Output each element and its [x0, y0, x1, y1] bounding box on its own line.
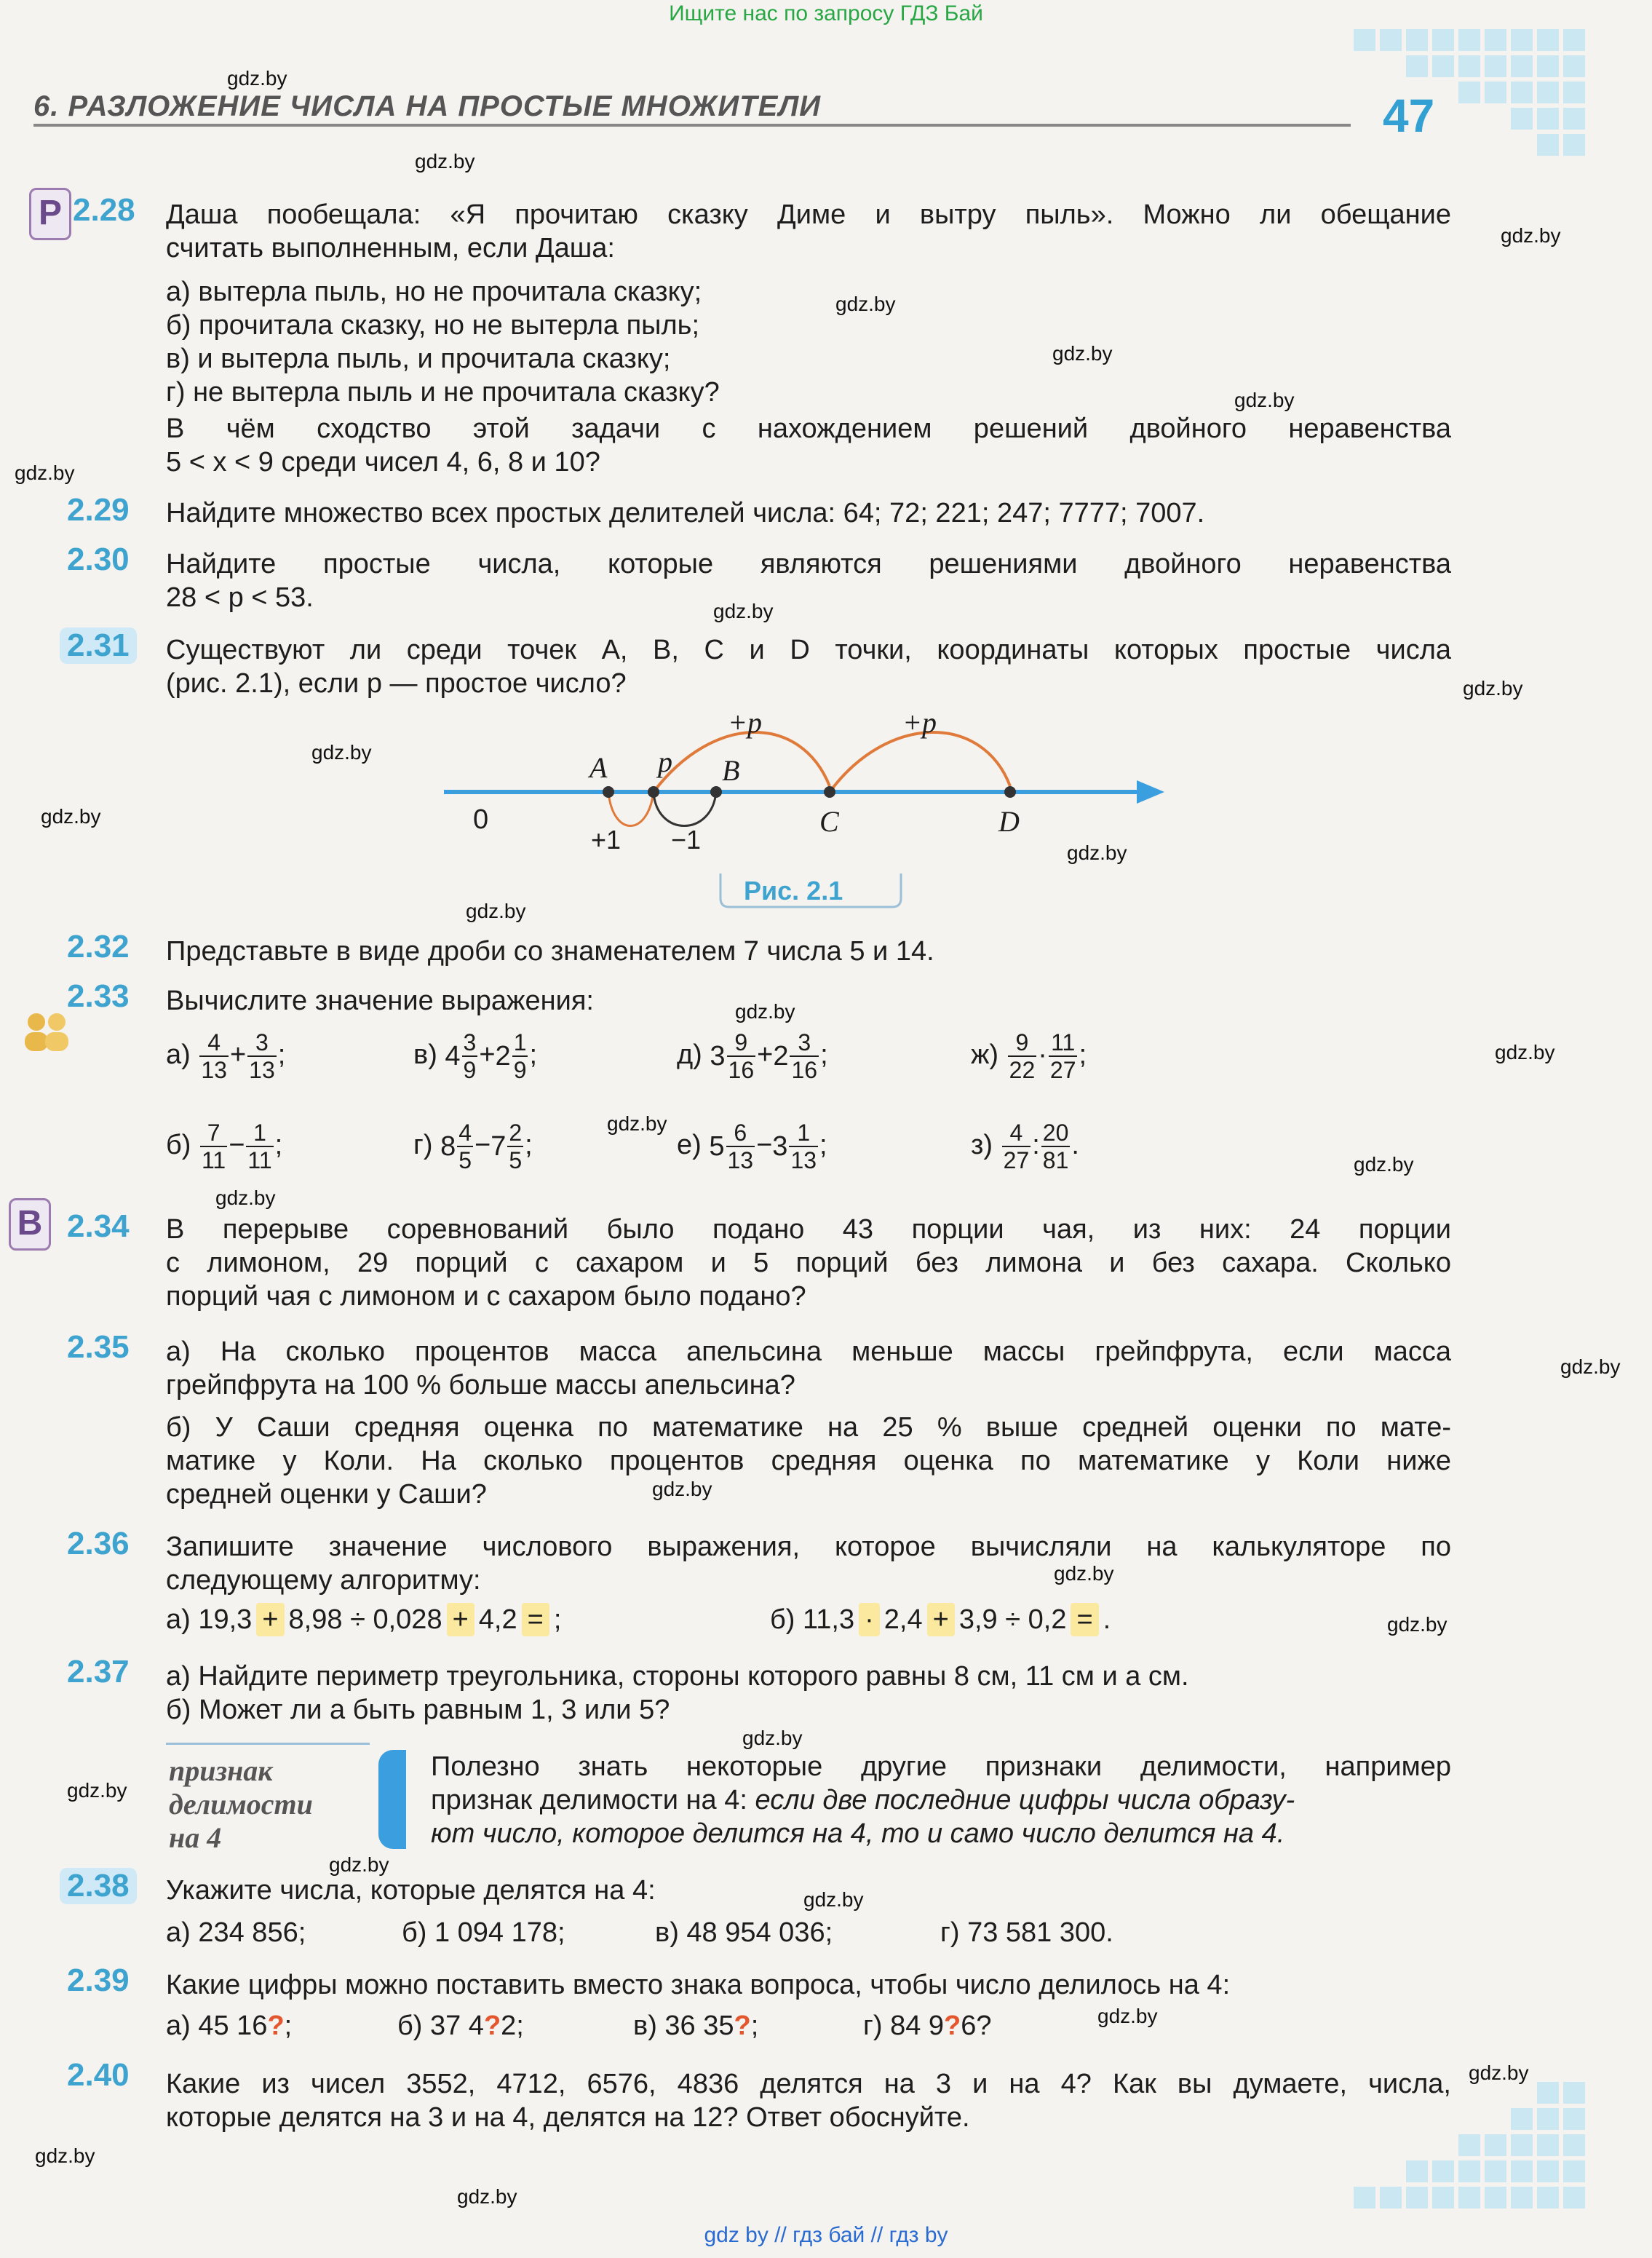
label-plus-p-1: +p — [728, 706, 762, 739]
p-marker-icon: Р — [29, 188, 71, 240]
watermark: gdz.by — [466, 900, 526, 922]
figure-caption: Рис. 2.1 — [744, 876, 843, 906]
expr-e: е) 5 $\frac{6}{13}$ −3 $\frac{1}{13}$ ; — [677, 1120, 827, 1173]
point-d — [1004, 786, 1016, 798]
watermark: gdz.by — [35, 2144, 95, 2167]
watermark: gdz.by — [1054, 1562, 1114, 1585]
option-g: г) не вытерла пыль и не прочитала сказку? — [166, 377, 720, 408]
problem-number: 2.28 — [73, 192, 135, 228]
expr-zh: ж) $\frac{9}{22}$ · $\frac{11}{27}$ ; — [971, 1029, 1087, 1083]
calc-key: · — [859, 1603, 880, 1636]
problem-number: 2.29 — [67, 492, 130, 528]
problem-text: порций чая с лимоном и с сахаром было подано? — [166, 1281, 806, 1312]
watermark: gdz.by — [713, 600, 774, 622]
expr-a: а) $\frac{4}{13}$ + $\frac{3}{13}$ ; — [166, 1029, 286, 1083]
note-divider — [166, 1743, 370, 1745]
pair-work-icon — [20, 1010, 74, 1054]
v-marker-icon: В — [9, 1198, 51, 1251]
problem-text: которые делятся на 3 и на 4, делятся на 12? Ответ обоснуйте. — [166, 2102, 970, 2133]
label-plus-p-2: +p — [902, 706, 937, 739]
option-a: а) вытерла пыль, но не прочитала сказку; — [166, 277, 702, 307]
watermark: gdz.by — [835, 293, 896, 315]
watermark: gdz.by — [1469, 2061, 1529, 2084]
problem-text: следующему алгоритму: — [166, 1565, 481, 1596]
point-c — [824, 786, 835, 798]
problem-number: 2.33 — [67, 978, 130, 1014]
problem-text: грейпфрута на 100 % больше массы апельсина? — [166, 1370, 795, 1401]
watermark: gdz.by — [67, 1779, 127, 1802]
watermark: gdz.by — [735, 1000, 795, 1023]
watermark: gdz.by — [1560, 1355, 1621, 1378]
label-c: C — [819, 805, 839, 838]
problem-text: В перерыве соревнований было подано 43 порции чая, из них: 24 порции — [166, 1214, 1451, 1245]
calc-key: + — [256, 1603, 284, 1636]
label-b: B — [722, 754, 740, 787]
number-line-figure — [422, 699, 1194, 917]
chapter-underline — [33, 124, 1351, 127]
watermark: gdz.by — [1052, 342, 1113, 365]
watermark: gdz.by — [742, 1727, 803, 1749]
watermark: gdz.by — [1097, 2005, 1158, 2027]
problem-text: матике у Коли. На сколько процентов средняя оценка по математике у Коли ниже — [166, 1446, 1451, 1476]
expr-b: б) $\frac{7}{11}$ − $\frac{1}{11}$ ; — [166, 1120, 283, 1173]
problem-number: 2.39 — [67, 1962, 130, 1998]
calc-key: = — [1071, 1603, 1098, 1636]
note-bracket — [378, 1750, 406, 1849]
point-a — [603, 786, 614, 798]
corner-grid-decoration-bottom — [1354, 2082, 1616, 2220]
watermark: gdz.by — [15, 461, 75, 484]
problem-text: Представьте в виде дроби со знаменателем 7 числа 5 и 14. — [166, 936, 934, 967]
expr-g: г) 8 $\frac{4}{5}$ −7 $\frac{2}{5}$ ; — [413, 1120, 533, 1173]
problem-text: Существуют ли среди точек A, B, C и D точки, координаты которых простые числа — [166, 635, 1451, 665]
label-a: A — [589, 751, 608, 784]
expr-v: в) 4 $\frac{3}{9}$ +2 $\frac{1}{9}$ ; — [413, 1029, 538, 1083]
note-text: Полезно знать некоторые другие признаки делимости, например — [431, 1751, 1451, 1782]
problem-text: (рис. 2.1), если p — простое число? — [166, 668, 627, 699]
option-b: б) 37 4?2; — [397, 2011, 524, 2041]
problem-number: 2.31 — [60, 627, 137, 664]
watermark: gdz.by — [1354, 1153, 1414, 1176]
watermark: gdz.by — [1495, 1041, 1555, 1063]
watermark: gdz.by — [1501, 224, 1561, 247]
problem-number: 2.38 — [60, 1868, 137, 1904]
watermark: gdz.by — [329, 1853, 389, 1876]
note-text: признак делимости на 4: если две последние цифры числа образу- — [431, 1785, 1295, 1815]
watermark: gdz.by — [415, 150, 475, 173]
expr-d: д) 3 $\frac{9}{16}$ +2 $\frac{3}{16}$ ; — [677, 1029, 828, 1083]
label-minus-1: −1 — [671, 825, 702, 855]
option-a: а) 45 16?; — [166, 2011, 293, 2041]
watermark: gdz.by — [227, 67, 287, 90]
option-b: б) 1 094 178; — [402, 1917, 565, 1948]
point-p — [648, 786, 659, 798]
watermark: gdz.by — [607, 1112, 667, 1135]
option-v: в) 48 954 036; — [655, 1917, 833, 1948]
arc-minus-1 — [654, 792, 716, 826]
option-g: г) 84 9?6? — [863, 2011, 992, 2041]
top-banner[interactable]: Ищите нас по запросу ГДЗ Бай — [669, 1, 983, 25]
point-b — [710, 786, 722, 798]
watermark: gdz.by — [41, 805, 101, 828]
watermark: gdz.by — [311, 741, 372, 764]
problem-text: Вычислите значение выражения: — [166, 986, 594, 1016]
problem-text: Какие из чисел 3552, 4712, 6576, 4836 делятся на 3 и на 4? Как вы думаете, числа, — [166, 2069, 1451, 2099]
watermark: gdz.by — [1387, 1613, 1448, 1636]
label-d: D — [998, 805, 1020, 838]
arc-plus-p-1 — [654, 732, 830, 792]
page-number: 47 — [1383, 90, 1435, 142]
problem-number: 2.34 — [67, 1208, 130, 1244]
problem-text: 28 < p < 53. — [166, 582, 314, 613]
problem-text: б) У Саши средняя оценка по математике на 25 % выше средней оценки по мате- — [166, 1412, 1451, 1443]
calc-key: = — [522, 1603, 549, 1636]
bottom-banner[interactable]: gdz by // гдз бай // гдз by — [704, 2223, 948, 2247]
problem-text: 5 < x < 9 среди чисел 4, 6, 8 и 10? — [166, 447, 600, 478]
label-p: p — [658, 745, 672, 778]
option-v: в) 36 35?; — [633, 2011, 759, 2041]
note-text: ют число, которое делится на 4, то и само число делится на 4. — [431, 1818, 1285, 1849]
arc-plus-1 — [608, 792, 654, 826]
watermark: gdz.by — [1067, 841, 1127, 864]
arrow-head-icon — [1137, 780, 1164, 804]
expr-z: з) $\frac{4}{27}$ : $\frac{20}{81}$ . — [971, 1120, 1079, 1173]
option-v: в) и вытерла пыль, и прочитала сказку; — [166, 344, 671, 374]
problem-text: Найдите простые числа, которые являются решениями двойного неравенства — [166, 549, 1451, 579]
option-g: г) 73 581 300. — [940, 1917, 1113, 1948]
problem-text: а) Найдите периметр треугольника, стороны которого равны 8 см, 11 см и a см. — [166, 1661, 1189, 1692]
watermark: gdz.by — [652, 1478, 712, 1500]
problem-text: а) На сколько процентов масса апельсина меньше массы грейпфрута, если масса — [166, 1336, 1451, 1367]
problem-number: 2.36 — [67, 1526, 130, 1561]
chapter-title: 6. РАЗЛОЖЕНИЕ ЧИСЛА НА ПРОСТЫЕ МНОЖИТЕЛИ — [33, 90, 821, 122]
problem-text: В чём сходство этой задачи с нахождением решений двойного неравенства — [166, 413, 1451, 444]
problem-text: Какие цифры можно поставить вместо знака вопроса, чтобы число делилось на 4: — [166, 1970, 1231, 2000]
arc-plus-p-2 — [830, 732, 1010, 792]
problem-number: 2.40 — [67, 2057, 130, 2093]
problem-number: 2.30 — [67, 542, 130, 577]
problem-text: Найдите множество всех простых делителей числа: 64; 72; 221; 247; 7777; 7007. — [166, 498, 1205, 528]
calc-key: + — [447, 1603, 474, 1636]
option-a: а) 234 856; — [166, 1917, 306, 1948]
problem-text: Запишите значение числового выражения, которое вычисляли на калькуляторе по — [166, 1532, 1451, 1562]
watermark: gdz.by — [803, 1888, 864, 1911]
calc-key: + — [927, 1603, 955, 1636]
problem-text: б) Может ли a быть равным 1, 3 или 5? — [166, 1695, 670, 1725]
calc-sequence-a: а) 19,3 + 8,98 ÷ 0,028 + 4,2 = ; — [166, 1604, 562, 1635]
watermark: gdz.by — [215, 1187, 276, 1209]
problem-text: Укажите числа, которые делятся на 4: — [166, 1875, 656, 1906]
calc-sequence-b: б) 11,3 · 2,4 + 3,9 ÷ 0,2 = . — [770, 1604, 1111, 1635]
label-plus-1: +1 — [591, 825, 622, 855]
label-zero: 0 — [473, 804, 489, 835]
watermark: gdz.by — [1463, 677, 1523, 700]
problem-text: Даша пообещала: «Я прочитаю сказку Диме и вытру пыль». Можно ли обещание — [166, 199, 1451, 230]
watermark: gdz.by — [457, 2185, 517, 2208]
note-title: признак делимости на 4 — [169, 1754, 313, 1854]
option-b: б) прочитала сказку, но не вытерла пыль; — [166, 310, 700, 341]
problem-text: средней оценки у Саши? — [166, 1479, 487, 1510]
problem-number: 2.37 — [67, 1654, 130, 1689]
watermark: gdz.by — [1234, 389, 1295, 411]
problem-number: 2.32 — [67, 929, 130, 964]
problem-text: считать выполненным, если Даша: — [166, 233, 615, 264]
problem-number: 2.35 — [67, 1329, 130, 1365]
problem-text: с лимоном, 29 порций с сахаром и 5 порций без лимона и без сахара. Сколько — [166, 1248, 1451, 1278]
